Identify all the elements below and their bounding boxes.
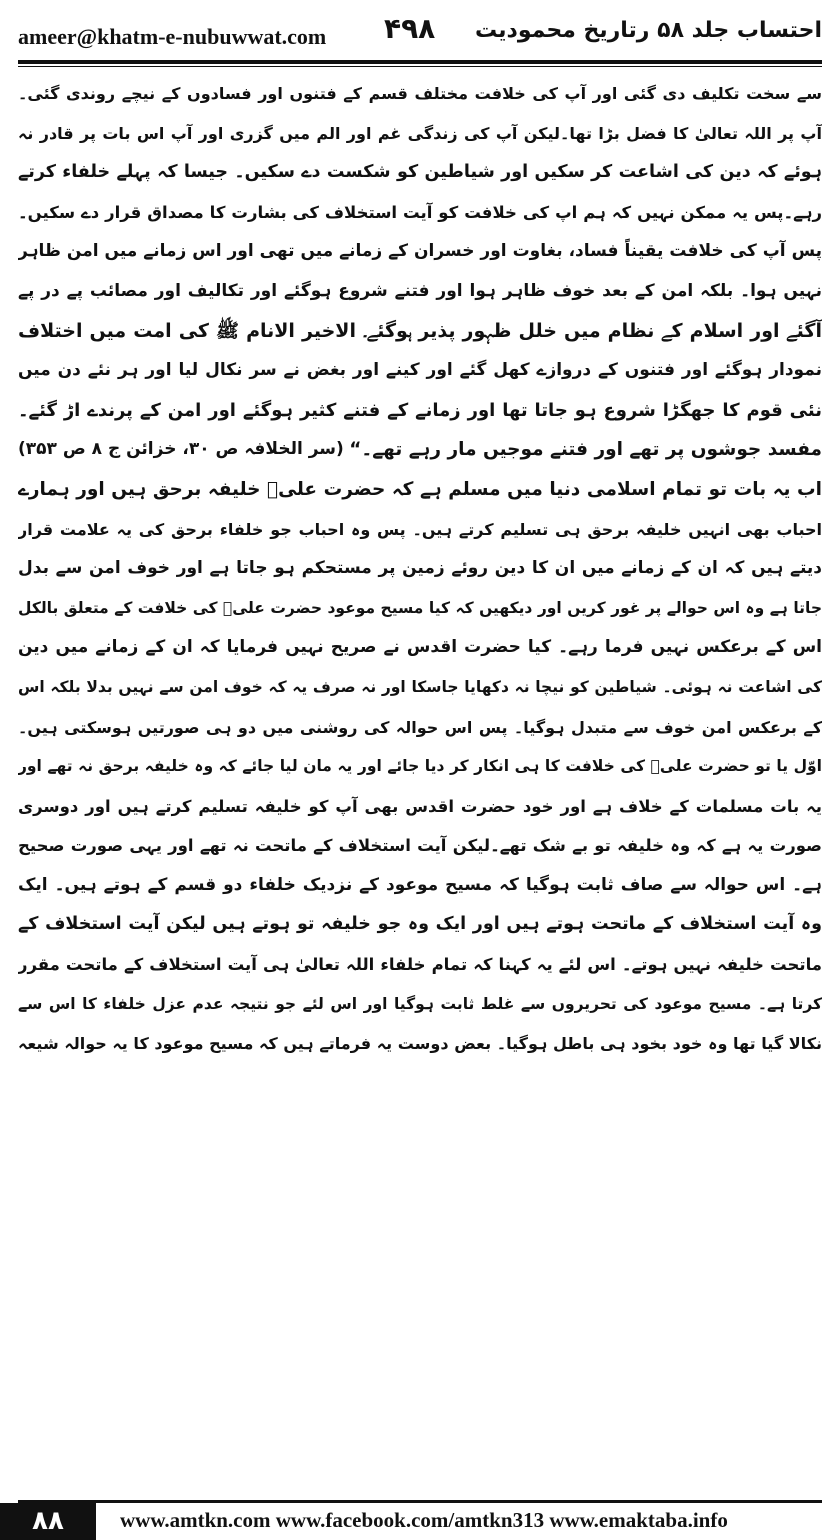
- text-line: آگئے اور اسلام کے نظام میں خلل ظہور پذیر ہوگئے۔ الاخیر الانام ﷺ کی امت میں اختلاف: [18, 319, 822, 342]
- header-divider-thick: [18, 60, 822, 64]
- text-line: رہے۔پس یہ ممکن نہیں کہ ہم اپ کی خلافت کو آیت استخلاف کی بشارت کا مصداق قرار دے سکیں۔: [18, 202, 822, 222]
- header-email: ameer@khatm-e-nubuwwat.com: [18, 24, 327, 49]
- text-line: سے سخت تکلیف دی گئی اور آپ کی خلافت مختلف قسم کے فتنوں اور فسادوں کے نیچے روندی گئی۔: [18, 84, 822, 103]
- text-line: نمودار ہوگئے اور فتنوں کے دروازے کھل گئے اور کینے اور بغض نے سر نکال لیا اور ہر نئے دن میں: [18, 360, 822, 381]
- citation-reference: (سر الخلافہ ص ۳۰، خزائن ج ۸ ص ۳۵۳): [18, 439, 344, 460]
- text-line: صورت یہ ہے کہ وہ خلیفہ تو بے شک تھے۔لیکن آیت استخلاف کے ماتحت نہ تھے اور یہی صورت صحیح: [18, 836, 822, 856]
- quote-end-text: مفسد جوشوں پر تھے اور فتنے موجیں مار رہے تھے۔“: [349, 439, 822, 461]
- text-line: ہے۔ اس حوالہ سے صاف ثابت ہوگیا کہ مسیح موعود کے نزدیک خلفاء دو قسم کے ہوتے ہیں۔ ایک: [18, 874, 822, 895]
- text-line: جاتا ہے وہ اس حوالے پر غور کریں اور دیکھیں کہ کیا مسیح موعود حضرت علیؓ کی خلافت کے متعلق بالکل: [18, 598, 822, 617]
- text-line: کرتا ہے۔ مسیح موعود کی تحریروں سے غلط ثابت ہوگیا اور اس لئے جو نتیجہ عدم عزل خلفاء کا اس سے: [18, 994, 822, 1013]
- header-divider-thin: [18, 66, 822, 67]
- header-page-number: ۴۹۸: [384, 12, 436, 45]
- citation-line: [18, 430, 822, 470]
- text-line: اب یہ بات تو تمام اسلامی دنیا میں مسلم ہے کہ حضرت علیؓ خلیفہ برحق ہیں اور ہمارے: [18, 478, 822, 500]
- text-line: پس آپ کی خلافت یقیناً فساد، بغاوت اور خسران کے زمانے میں تھی اور اس زمانے میں امن ظاہر: [18, 241, 822, 262]
- text-line: کی اشاعت نہ ہوئی۔ شیاطین کو نیچا نہ دکھایا جاسکا اور نہ صرف یہ کہ خوف امن سے نہیں بدلا بلکہ اس: [18, 677, 822, 696]
- text-line: نئی قوم کا جھگڑا شروع ہو جاتا تھا اور زمانے کے فتنے کثیر ہوگئے اور امن کے پرندے اڑ گئے۔: [18, 399, 822, 421]
- text-line: نہیں ہوا۔ بلکہ امن کے بعد خوف ظاہر ہوا اور فتنے شروع ہوگئے اور تکالیف اور مصائب پے در پے: [18, 280, 822, 301]
- text-line: اس کے برعکس نہیں فرما رہے۔ کیا حضرت اقدس نے صریح نہیں فرمایا کہ ان کے زمانے میں دین: [18, 637, 822, 658]
- text-line: یہ بات مسلمات کے خلاف ہے اور خود حضرت اقدس بھی آپ کو خلیفہ تسلیم کرتے ہیں اور دوسری: [18, 796, 822, 816]
- text-line: دیتے ہیں کہ ان کے زمانے میں ان کا دین روئے زمین پر مستحکم ہو جاتا ہے اور خوف امن سے بدل: [18, 558, 822, 579]
- page-body: [18, 74, 822, 1064]
- text-line: اوّل یا تو حضرت علیؓ کی خلافت کا ہی انکار کر دیا جائے اور یہ مان لیا جائے کہ وہ خلیفہ برحق نہ تھے اور: [18, 757, 822, 776]
- text-line: آپ پر اللہ تعالیٰ کا فضل بڑا تھا۔لیکن آپ کی زندگی غم اور الم میں گزری اور آپ اس بات پر قادر نہ: [18, 123, 822, 143]
- text-line: ہوئے کہ دین کی اشاعت کر سکیں اور شیاطین کو شکست دے سکیں۔ جیسا کہ پہلے خلفاء کرتے: [18, 162, 822, 183]
- text-line: وہ آیت استخلاف کے ماتحت ہوتے ہیں اور ایک وہ جو خلیفہ تو ہوتے ہیں لیکن آیت استخلاف کے: [18, 914, 822, 935]
- text-line: نکالا گیا تھا وہ خود بخود ہی باطل ہوگیا۔ بعض دوست یہ فرماتے ہیں کہ مسیح موعود کا یہ حوالہ شیعہ: [18, 1034, 822, 1054]
- footer-website-links[interactable]: www.amtkn.com www.facebook.com/amtkn313 www.emaktaba.info: [120, 1508, 728, 1532]
- text-line: کے برعکس امن خوف سے متبدل ہوگیا۔ پس اس حوالہ کی روشنی میں دو ہی صورتیں ہوسکتی ہیں۔: [18, 717, 822, 737]
- header-book-title: احتساب جلد ۵۸ رتاریخ محمودیت: [474, 18, 822, 43]
- text-line: ماتحت خلیفہ نہیں ہوتے۔ اس لئے یہ کہنا کہ تمام خلفاء اللہ تعالیٰ ہی آیت استخلاف کے ماتحت مقرر: [18, 955, 822, 975]
- footer-page-number: ۸۸: [0, 1503, 96, 1540]
- text-line: احباب بھی انہیں خلیفہ برحق ہی تسلیم کرتے ہیں۔ پس وہ احباب جو خلفاء برحق کی یہ علامت قرار: [18, 519, 822, 539]
